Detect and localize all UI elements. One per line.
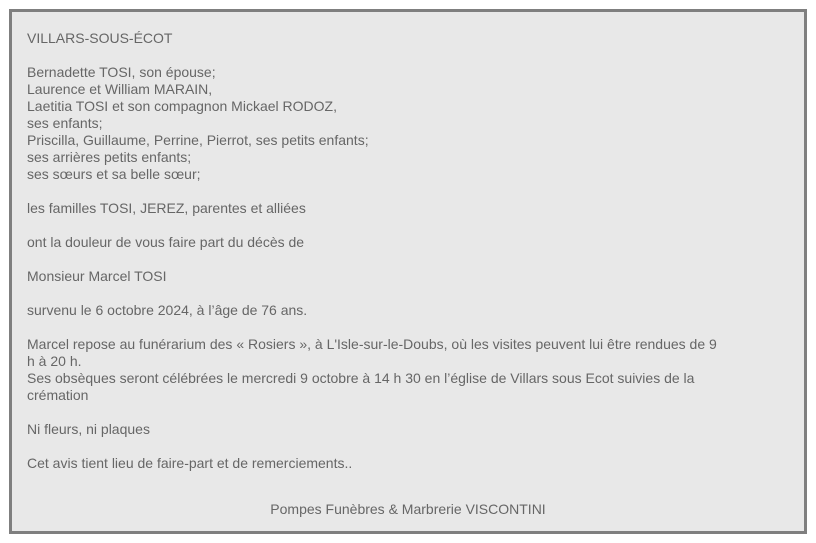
visits-text: Marcel repose au funérarium des « Rosiers », à L'Isle-sur-le-Doubs, où les visites peuvent lui être rendues de 9 h à 20 h.	[27, 336, 717, 369]
death-date-text: survenu le 6 octobre 2024, à l’âge de 76 ans.	[27, 302, 308, 318]
family-line: ses arrières petits enfants;	[27, 149, 192, 165]
family-line: Laurence et William MARAIN,	[27, 81, 213, 97]
closing-text: Cet avis tient lieu de faire-part et de remerciements..	[27, 455, 353, 471]
family-line: ses enfants;	[27, 115, 103, 131]
ceremony-details	[27, 336, 727, 404]
families-text: les familles TOSI, JEREZ, parentes et alliées	[27, 200, 306, 216]
deceased-name: Monsieur Marcel TOSI	[27, 268, 167, 284]
family-line: Bernadette TOSI, son épouse;	[27, 64, 216, 80]
family-line: Priscilla, Guillaume, Perrine, Pierrot, ses petits enfants;	[27, 132, 369, 148]
flowers-text: Ni fleurs, ni plaques	[27, 421, 150, 437]
obituary-notice	[9, 9, 807, 534]
funeral-home-name: Pompes Funèbres & Marbrerie VISCONTINI	[270, 501, 546, 517]
funeral-text: Ses obsèques seront célébrées le mercredi 9 octobre à 14 h 30 en l’église de Villars sous Ecot suivies de la crémation	[27, 370, 695, 403]
notice-body	[27, 30, 727, 489]
family-members	[27, 64, 727, 183]
town-name: VILLARS-SOUS-ÉCOT	[27, 30, 173, 46]
family-line: Laetitia TOSI et son compagnon Mickael RODOZ,	[27, 98, 337, 114]
announcement-text: ont la douleur de vous faire part du décès de	[27, 234, 305, 250]
family-line: ses sœurs et sa belle sœur;	[27, 166, 201, 182]
